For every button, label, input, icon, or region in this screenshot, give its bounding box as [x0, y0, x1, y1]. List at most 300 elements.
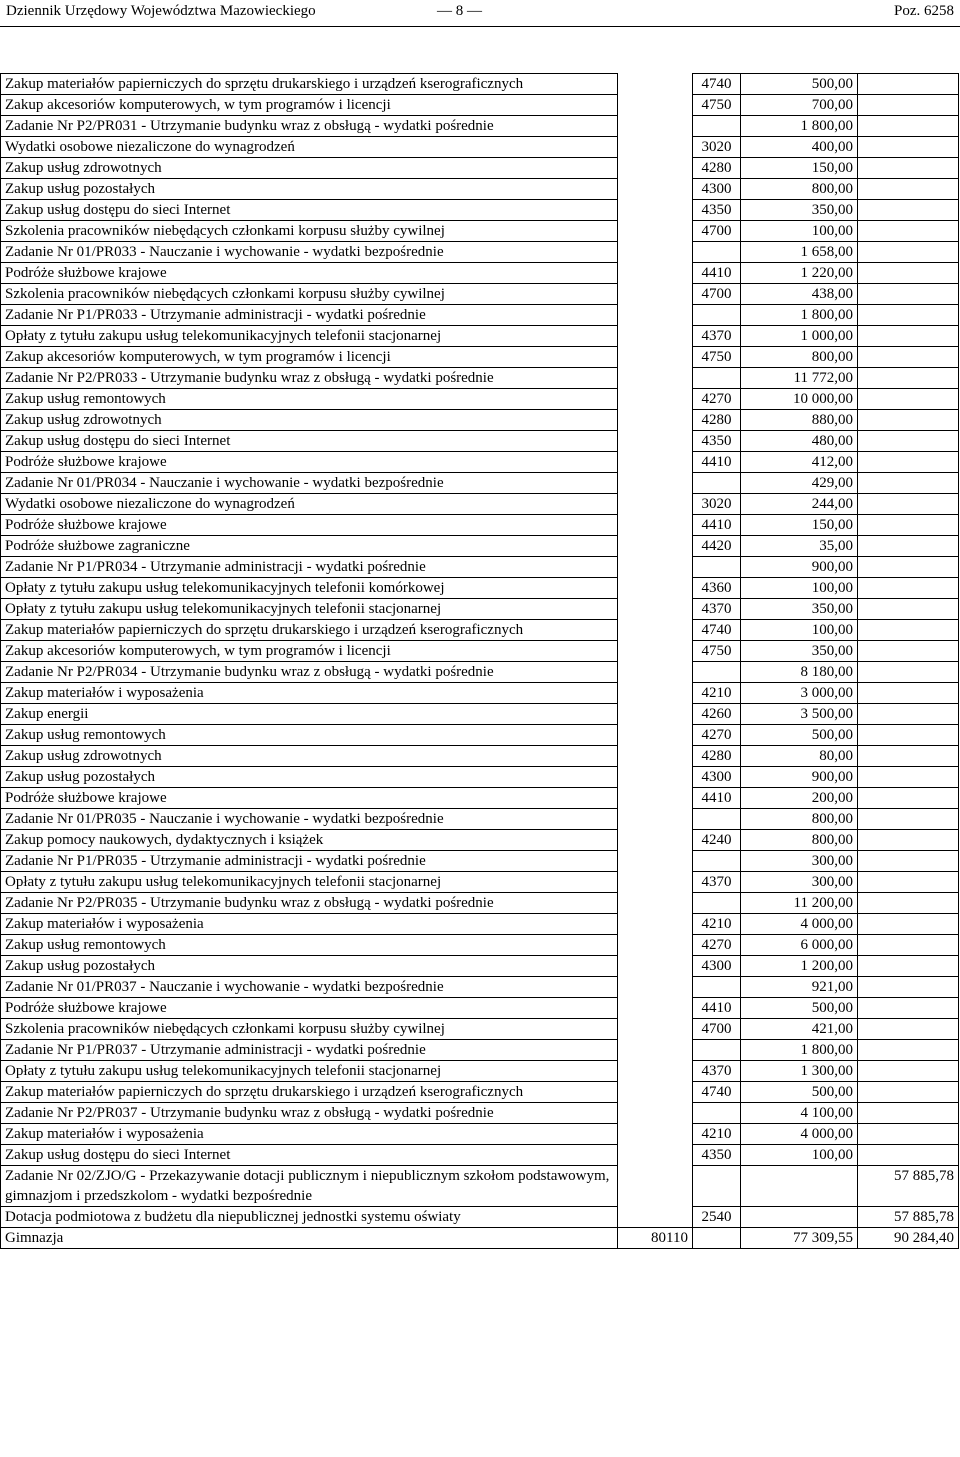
amount-cell: 11 200,00 [741, 893, 858, 914]
budget-table [0, 73, 959, 1249]
description-cell: Zakup materiałów i wyposażenia [1, 914, 618, 935]
table-row [1, 494, 959, 515]
paragraph-cell [693, 1103, 741, 1124]
section-cell [618, 599, 693, 620]
description-cell: Podróże służbowe krajowe [1, 998, 618, 1019]
description-cell: Zadanie Nr P2/PR035 - Utrzymanie budynku wraz z obsługą - wydatki pośrednie [1, 893, 618, 914]
description-cell: Podróże służbowe krajowe [1, 263, 618, 284]
amount-cell: 800,00 [741, 179, 858, 200]
description-cell: Opłaty z tytułu zakupu usług telekomunikacyjnych telefonii stacjonarnej [1, 1061, 618, 1082]
section-cell [618, 935, 693, 956]
section-cell [618, 788, 693, 809]
total-cell [858, 368, 959, 389]
amount-cell: 6 000,00 [741, 935, 858, 956]
table-row [1, 536, 959, 557]
paragraph-cell: 4410 [693, 998, 741, 1019]
table-row [1, 935, 959, 956]
paragraph-cell: 3020 [693, 137, 741, 158]
table-row [1, 95, 959, 116]
section-cell [618, 704, 693, 725]
section-cell [618, 809, 693, 830]
total-cell [858, 221, 959, 242]
section-cell [618, 452, 693, 473]
section-cell [618, 494, 693, 515]
paragraph-cell: 4750 [693, 347, 741, 368]
table-row [1, 1061, 959, 1082]
description-cell: Opłaty z tytułu zakupu usług telekomunikacyjnych telefonii stacjonarnej [1, 872, 618, 893]
amount-cell: 100,00 [741, 578, 858, 599]
section-cell [618, 116, 693, 137]
paragraph-cell [693, 662, 741, 683]
paragraph-cell: 4420 [693, 536, 741, 557]
paragraph-cell: 4300 [693, 956, 741, 977]
amount-cell: 100,00 [741, 1145, 858, 1166]
total-cell [858, 704, 959, 725]
amount-cell: 1 800,00 [741, 1040, 858, 1061]
total-cell [858, 557, 959, 578]
total-cell [858, 410, 959, 431]
amount-cell: 480,00 [741, 431, 858, 452]
total-cell [858, 74, 959, 95]
section-cell [618, 977, 693, 998]
description-cell: Opłaty z tytułu zakupu usług telekomunikacyjnych telefonii stacjonarnej [1, 599, 618, 620]
table-row [1, 767, 959, 788]
total-cell [858, 662, 959, 683]
amount-cell: 421,00 [741, 1019, 858, 1040]
table-row [1, 683, 959, 704]
description-cell: Zakup materiałów i wyposażenia [1, 1124, 618, 1145]
total-cell [858, 977, 959, 998]
table-row [1, 872, 959, 893]
paragraph-cell: 4210 [693, 683, 741, 704]
amount-cell: 4 000,00 [741, 914, 858, 935]
section-cell [618, 1166, 693, 1207]
description-cell: Szkolenia pracowników niebędących członkami korpusu służby cywilnej [1, 1019, 618, 1040]
table-row [1, 1019, 959, 1040]
description-cell: Zadanie Nr P1/PR035 - Utrzymanie administracji - wydatki pośrednie [1, 851, 618, 872]
section-cell [618, 137, 693, 158]
description-cell: Zadanie Nr 01/PR035 - Nauczanie i wychowanie - wydatki bezpośrednie [1, 809, 618, 830]
paragraph-cell: 4240 [693, 830, 741, 851]
amount-cell: 800,00 [741, 809, 858, 830]
total-cell [858, 788, 959, 809]
table-row [1, 1207, 959, 1228]
amount-cell: 1 800,00 [741, 305, 858, 326]
amount-cell: 1 300,00 [741, 1061, 858, 1082]
total-cell [858, 1145, 959, 1166]
section-cell [618, 893, 693, 914]
amount-cell: 350,00 [741, 200, 858, 221]
amount-cell: 700,00 [741, 95, 858, 116]
description-cell: Zakup usług dostępu do sieci Internet [1, 431, 618, 452]
amount-cell: 800,00 [741, 830, 858, 851]
section-cell [618, 1061, 693, 1082]
description-cell: Zadanie Nr P2/PR037 - Utrzymanie budynku wraz z obsługą - wydatki pośrednie [1, 1103, 618, 1124]
paragraph-cell: 4210 [693, 1124, 741, 1145]
paragraph-cell: 4370 [693, 872, 741, 893]
description-cell: Zakup usług pozostałych [1, 179, 618, 200]
table-row [1, 662, 959, 683]
table-row [1, 809, 959, 830]
total-cell [858, 683, 959, 704]
total-cell [858, 746, 959, 767]
total-cell [858, 179, 959, 200]
table-row [1, 158, 959, 179]
description-cell: Zadanie Nr P2/PR034 - Utrzymanie budynku wraz z obsługą - wydatki pośrednie [1, 662, 618, 683]
description-cell: Zadanie Nr P1/PR037 - Utrzymanie administracji - wydatki pośrednie [1, 1040, 618, 1061]
total-cell: 90 284,40 [858, 1228, 959, 1249]
description-cell: Szkolenia pracowników niebędących członkami korpusu służby cywilnej [1, 284, 618, 305]
description-cell: Zadanie Nr P1/PR034 - Utrzymanie administracji - wydatki pośrednie [1, 557, 618, 578]
total-cell [858, 284, 959, 305]
total-cell [858, 452, 959, 473]
amount-cell: 500,00 [741, 74, 858, 95]
description-cell: Zakup materiałów i wyposażenia [1, 683, 618, 704]
paragraph-cell [693, 368, 741, 389]
table-row [1, 599, 959, 620]
description-cell: Zadanie Nr P2/PR033 - Utrzymanie budynku wraz z obsługą - wydatki pośrednie [1, 368, 618, 389]
table-row [1, 263, 959, 284]
table-row [1, 221, 959, 242]
paragraph-cell: 4300 [693, 179, 741, 200]
section-cell [618, 305, 693, 326]
amount-cell: 10 000,00 [741, 389, 858, 410]
table-row [1, 179, 959, 200]
paragraph-cell: 4350 [693, 431, 741, 452]
description-cell: Zakup usług pozostałych [1, 767, 618, 788]
amount-cell: 244,00 [741, 494, 858, 515]
section-cell [618, 1124, 693, 1145]
section-cell [618, 389, 693, 410]
section-cell [618, 1082, 693, 1103]
description-cell: Zakup akcesoriów komputerowych, w tym programów i licencji [1, 347, 618, 368]
description-cell: Podróże służbowe krajowe [1, 515, 618, 536]
description-cell: Zakup usług remontowych [1, 389, 618, 410]
paragraph-cell: 3020 [693, 494, 741, 515]
amount-cell: 438,00 [741, 284, 858, 305]
total-cell [858, 137, 959, 158]
table-row [1, 326, 959, 347]
total-cell [858, 578, 959, 599]
total-cell [858, 893, 959, 914]
total-cell [858, 935, 959, 956]
table-row [1, 389, 959, 410]
total-cell [858, 1082, 959, 1103]
total-cell [858, 263, 959, 284]
paragraph-cell: 4410 [693, 788, 741, 809]
total-cell [858, 431, 959, 452]
total-cell [858, 830, 959, 851]
total-cell [858, 347, 959, 368]
section-cell [618, 263, 693, 284]
description-cell: Gimnazja [1, 1228, 618, 1249]
total-cell [858, 116, 959, 137]
amount-cell: 4 000,00 [741, 1124, 858, 1145]
total-cell [858, 158, 959, 179]
total-cell [858, 809, 959, 830]
section-cell [618, 914, 693, 935]
total-cell [858, 851, 959, 872]
paragraph-cell: 4280 [693, 746, 741, 767]
table-row [1, 578, 959, 599]
total-cell [858, 95, 959, 116]
description-cell: Zakup energii [1, 704, 618, 725]
amount-cell [741, 1207, 858, 1228]
description-cell: Zakup usług zdrowotnych [1, 410, 618, 431]
paragraph-cell [693, 977, 741, 998]
table-row [1, 1082, 959, 1103]
description-cell: Zakup materiałów papierniczych do sprzętu drukarskiego i urządzeń kserograficznych [1, 620, 618, 641]
paragraph-cell: 4750 [693, 641, 741, 662]
table-row [1, 137, 959, 158]
journal-title: Dziennik Urzędowy Województwa Mazowieckiego [6, 3, 316, 19]
description-cell: Zakup usług pozostałych [1, 956, 618, 977]
total-cell [858, 767, 959, 788]
amount-cell: 350,00 [741, 599, 858, 620]
table-row [1, 1166, 959, 1207]
section-cell [618, 683, 693, 704]
paragraph-cell: 4360 [693, 578, 741, 599]
amount-cell: 150,00 [741, 158, 858, 179]
description-cell: Zakup akcesoriów komputerowych, w tym programów i licencji [1, 95, 618, 116]
paragraph-cell [693, 1228, 741, 1249]
total-cell [858, 305, 959, 326]
description-cell: Opłaty z tytułu zakupu usług telekomunikacyjnych telefonii stacjonarnej [1, 326, 618, 347]
section-cell [618, 872, 693, 893]
section-cell [618, 956, 693, 977]
amount-cell: 412,00 [741, 452, 858, 473]
table-row [1, 368, 959, 389]
amount-cell: 150,00 [741, 515, 858, 536]
table-row [1, 1145, 959, 1166]
amount-cell: 80,00 [741, 746, 858, 767]
paragraph-cell: 4740 [693, 74, 741, 95]
table-row [1, 998, 959, 1019]
section-cell [618, 95, 693, 116]
amount-cell: 500,00 [741, 725, 858, 746]
section-cell [618, 662, 693, 683]
amount-cell: 3 500,00 [741, 704, 858, 725]
table-row [1, 557, 959, 578]
description-cell: Zakup usług dostępu do sieci Internet [1, 200, 618, 221]
section-cell [618, 1207, 693, 1228]
total-cell [858, 1040, 959, 1061]
amount-cell: 300,00 [741, 851, 858, 872]
section-cell: 80110 [618, 1228, 693, 1249]
total-cell [858, 473, 959, 494]
amount-cell: 100,00 [741, 221, 858, 242]
table-row [1, 116, 959, 137]
table-row [1, 893, 959, 914]
paragraph-cell: 4280 [693, 158, 741, 179]
description-cell: Szkolenia pracowników niebędących członkami korpusu służby cywilnej [1, 221, 618, 242]
table-row [1, 725, 959, 746]
table-row [1, 914, 959, 935]
description-cell: Zakup usług zdrowotnych [1, 158, 618, 179]
paragraph-cell: 4210 [693, 914, 741, 935]
amount-cell: 1 000,00 [741, 326, 858, 347]
amount-cell: 8 180,00 [741, 662, 858, 683]
amount-cell: 921,00 [741, 977, 858, 998]
table-row [1, 74, 959, 95]
section-cell [618, 158, 693, 179]
page-header [0, 0, 960, 27]
total-cell: 57 885,78 [858, 1207, 959, 1228]
description-cell: Zadanie Nr P2/PR031 - Utrzymanie budynku wraz z obsługą - wydatki pośrednie [1, 116, 618, 137]
total-cell [858, 641, 959, 662]
table-row [1, 956, 959, 977]
paragraph-cell: 4740 [693, 1082, 741, 1103]
description-cell: Zadanie Nr 01/PR033 - Nauczanie i wychowanie - wydatki bezpośrednie [1, 242, 618, 263]
total-cell: 57 885,78 [858, 1166, 959, 1207]
section-cell [618, 725, 693, 746]
paragraph-cell: 4410 [693, 452, 741, 473]
table-row [1, 704, 959, 725]
section-cell [618, 347, 693, 368]
section-cell [618, 326, 693, 347]
amount-cell: 1 658,00 [741, 242, 858, 263]
section-cell [618, 851, 693, 872]
paragraph-cell: 4350 [693, 200, 741, 221]
description-cell: Zakup pomocy naukowych, dydaktycznych i książek [1, 830, 618, 851]
table-row [1, 515, 959, 536]
total-cell [858, 200, 959, 221]
paragraph-cell: 4410 [693, 515, 741, 536]
amount-cell: 300,00 [741, 872, 858, 893]
page-number: — 8 — [437, 3, 482, 19]
description-cell: Podróże służbowe zagraniczne [1, 536, 618, 557]
position-number: Poz. 6258 [894, 3, 954, 19]
paragraph-cell: 4700 [693, 221, 741, 242]
paragraph-cell [693, 557, 741, 578]
section-cell [618, 557, 693, 578]
description-cell: Zakup usług dostępu do sieci Internet [1, 1145, 618, 1166]
amount-cell: 800,00 [741, 347, 858, 368]
table-row [1, 284, 959, 305]
amount-cell: 77 309,55 [741, 1228, 858, 1249]
table-row [1, 641, 959, 662]
paragraph-cell [693, 305, 741, 326]
total-cell [858, 389, 959, 410]
table-row [1, 1040, 959, 1061]
table-row [1, 1124, 959, 1145]
section-cell [618, 641, 693, 662]
paragraph-cell: 4750 [693, 95, 741, 116]
description-cell: Dotacja podmiotowa z budżetu dla niepublicznej jednostki systemu oświaty [1, 1207, 618, 1228]
section-cell [618, 74, 693, 95]
total-cell [858, 1103, 959, 1124]
description-cell: Podróże służbowe krajowe [1, 788, 618, 809]
table-row [1, 620, 959, 641]
total-cell [858, 1124, 959, 1145]
description-cell: Zakup materiałów papierniczych do sprzętu drukarskiego i urządzeń kserograficznych [1, 1082, 618, 1103]
section-cell [618, 284, 693, 305]
total-cell [858, 536, 959, 557]
description-cell: Zadanie Nr 01/PR037 - Nauczanie i wychowanie - wydatki bezpośrednie [1, 977, 618, 998]
paragraph-cell [693, 242, 741, 263]
section-cell [618, 1040, 693, 1061]
paragraph-cell: 4700 [693, 1019, 741, 1040]
section-cell [618, 368, 693, 389]
total-cell [858, 956, 959, 977]
description-cell: Zakup materiałów papierniczych do sprzętu drukarskiego i urządzeń kserograficznych [1, 74, 618, 95]
budget-table-body [1, 74, 959, 1249]
paragraph-cell: 4700 [693, 284, 741, 305]
total-cell [858, 1019, 959, 1040]
paragraph-cell [693, 893, 741, 914]
table-row [1, 305, 959, 326]
section-cell [618, 998, 693, 1019]
section-cell [618, 830, 693, 851]
table-row [1, 452, 959, 473]
paragraph-cell: 4270 [693, 935, 741, 956]
amount-cell: 350,00 [741, 641, 858, 662]
paragraph-cell: 4260 [693, 704, 741, 725]
paragraph-cell: 4370 [693, 599, 741, 620]
amount-cell: 200,00 [741, 788, 858, 809]
total-cell [858, 872, 959, 893]
paragraph-cell: 4410 [693, 263, 741, 284]
amount-cell: 3 000,00 [741, 683, 858, 704]
section-cell [618, 179, 693, 200]
description-cell: Zadanie Nr P1/PR033 - Utrzymanie administracji - wydatki pośrednie [1, 305, 618, 326]
paragraph-cell [693, 473, 741, 494]
amount-cell: 900,00 [741, 767, 858, 788]
description-cell: Zakup akcesoriów komputerowych, w tym programów i licencji [1, 641, 618, 662]
total-cell [858, 1061, 959, 1082]
amount-cell [741, 1166, 858, 1207]
amount-cell: 429,00 [741, 473, 858, 494]
total-cell [858, 326, 959, 347]
amount-cell: 500,00 [741, 1082, 858, 1103]
section-cell [618, 536, 693, 557]
total-cell [858, 725, 959, 746]
paragraph-cell [693, 116, 741, 137]
amount-cell: 1 220,00 [741, 263, 858, 284]
amount-cell: 11 772,00 [741, 368, 858, 389]
paragraph-cell: 4370 [693, 1061, 741, 1082]
description-cell: Wydatki osobowe niezaliczone do wynagrodzeń [1, 137, 618, 158]
total-cell [858, 599, 959, 620]
section-cell [618, 578, 693, 599]
paragraph-cell [693, 1166, 741, 1207]
table-row [1, 830, 959, 851]
section-cell [618, 1145, 693, 1166]
amount-cell: 1 800,00 [741, 116, 858, 137]
paragraph-cell: 4740 [693, 620, 741, 641]
description-cell: Zadanie Nr 02/ZJO/G - Przekazywanie dotacji publicznym i niepublicznym szkołom podstawowym, gimnazjom i przedszkolom - wydatki bezpośrednie [1, 1166, 618, 1207]
table-row [1, 431, 959, 452]
description-cell: Opłaty z tytułu zakupu usług telekomunikacyjnych telefonii komórkowej [1, 578, 618, 599]
description-cell: Zakup usług remontowych [1, 935, 618, 956]
section-cell [618, 767, 693, 788]
total-cell [858, 494, 959, 515]
table-row [1, 242, 959, 263]
amount-cell: 400,00 [741, 137, 858, 158]
description-cell: Zadanie Nr 01/PR034 - Nauczanie i wychowanie - wydatki bezpośrednie [1, 473, 618, 494]
description-cell: Zakup usług remontowych [1, 725, 618, 746]
section-cell [618, 242, 693, 263]
paragraph-cell: 4280 [693, 410, 741, 431]
section-cell [618, 221, 693, 242]
amount-cell: 4 100,00 [741, 1103, 858, 1124]
amount-cell: 1 200,00 [741, 956, 858, 977]
section-cell [618, 473, 693, 494]
total-cell [858, 914, 959, 935]
table-row [1, 851, 959, 872]
paragraph-cell: 4350 [693, 1145, 741, 1166]
paragraph-cell: 4370 [693, 326, 741, 347]
